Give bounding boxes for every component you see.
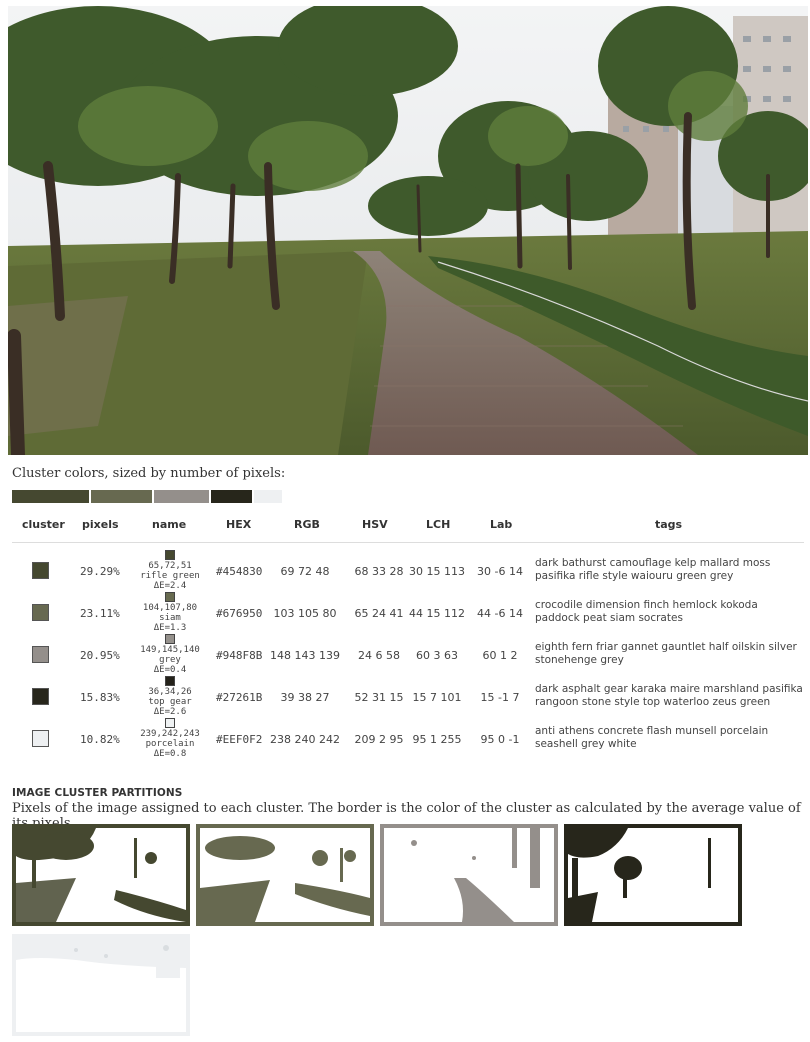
hsv-value: 68 33 28: [354, 565, 404, 578]
table-header: [12, 510, 804, 543]
hex-value: #EEF0F2: [216, 733, 263, 746]
pixels-value: 15.83%: [80, 691, 120, 704]
delta-e: ΔE=0.8: [153, 749, 187, 759]
color-name-block: [130, 634, 210, 675]
lch-value: 30 15 113: [409, 565, 465, 578]
partition-thumbnail: [12, 824, 190, 926]
hsv-value: 209 2 95: [354, 733, 404, 746]
header-hex: HEX: [226, 518, 252, 531]
color-name: rifle green: [140, 571, 200, 581]
palette-title: Cluster colors, sized by number of pixels:: [12, 466, 286, 481]
lch-value: 60 3 63: [416, 649, 458, 662]
rgb-value: 103 105 80: [273, 607, 337, 620]
color-name: porcelain: [145, 739, 195, 749]
name-swatch: [165, 592, 175, 602]
name-swatch: [165, 550, 175, 560]
palette-segment: [12, 490, 89, 503]
color-name: siam: [159, 613, 181, 623]
rgb-value: 238 240 242: [270, 733, 340, 746]
hsv-value: 52 31 15: [354, 691, 404, 704]
hex-value: #948F8B: [216, 649, 263, 662]
table-row: [12, 634, 804, 676]
lab-value: 95 0 -1: [480, 733, 520, 746]
partitions-title: IMAGE CLUSTER PARTITIONS: [12, 787, 183, 799]
name-rgb: 149,145,140: [140, 645, 200, 655]
lch-value: 44 15 112: [409, 607, 465, 620]
name-rgb: 36,34,26: [148, 687, 192, 697]
header-rgb: RGB: [294, 518, 320, 531]
cluster-swatch: [32, 730, 49, 747]
table-row: [12, 676, 804, 718]
partition-thumbnail: [564, 824, 742, 926]
name-swatch: [165, 634, 175, 644]
color-name: top gear: [148, 697, 192, 707]
table-row: [12, 550, 804, 592]
partition-thumbnail: [196, 824, 374, 926]
palette-bar: [12, 490, 282, 503]
pixels-value: 23.11%: [80, 607, 120, 620]
hex-value: #676950: [216, 607, 263, 620]
color-name-block: [130, 550, 210, 591]
table-row: [12, 718, 804, 760]
partition-thumbnail: [380, 824, 558, 926]
header-hsv: HSV: [362, 518, 388, 531]
lab-value: 60 1 2: [482, 649, 518, 662]
header-cluster: cluster: [22, 518, 65, 531]
header-tags: tags: [655, 518, 683, 531]
partitions-description: Pixels of the image assigned to each cluster. The border is the color of the cluster as calculated by the average value of: [12, 801, 801, 816]
rgb-value: 148 143 139: [270, 649, 340, 662]
tags-value: dark asphalt gear karaka maire marshland pasifika rangoon stone style top waterloo zeus green: [535, 683, 803, 708]
lch-value: 95 1 255: [412, 733, 462, 746]
rgb-value: 39 38 27: [280, 691, 330, 704]
name-rgb: 104,107,80: [142, 603, 198, 613]
rgb-value: 69 72 48: [280, 565, 330, 578]
header-lab: Lab: [490, 518, 513, 531]
partition-thumbnail: [12, 934, 190, 1036]
color-name: grey: [159, 655, 181, 665]
cluster-table: [12, 510, 804, 759]
delta-e: ΔE=1.3: [153, 623, 187, 633]
color-name-block: [130, 592, 210, 633]
name-rgb: 65,72,51: [148, 561, 192, 571]
lab-value: 15 -1 7: [480, 691, 520, 704]
lab-value: 30 -6 14: [477, 565, 523, 578]
name-rgb: 239,242,243: [140, 729, 200, 739]
tags-value: eighth fern friar gannet gauntlet half oilskin silver stonehenge grey: [535, 641, 797, 666]
palette-segment: [211, 490, 252, 503]
delta-e: ΔE=0.4: [153, 665, 187, 675]
header-pixels: pixels: [82, 518, 119, 531]
cluster-swatch: [32, 688, 49, 705]
delta-e: ΔE=2.6: [153, 707, 187, 717]
name-swatch: [165, 718, 175, 728]
table-row: [12, 592, 804, 634]
pixels-value: 10.82%: [80, 733, 120, 746]
header-name: name: [152, 518, 187, 531]
palette-segment: [154, 490, 209, 503]
lch-value: 15 7 101: [412, 691, 462, 704]
palette-segment: [254, 490, 282, 503]
name-swatch: [165, 676, 175, 686]
hsv-value: 65 24 41: [354, 607, 404, 620]
cluster-swatch: [32, 646, 49, 663]
pixels-value: 20.95%: [80, 649, 120, 662]
color-name-block: [130, 676, 210, 717]
pixels-value: 29.29%: [80, 565, 120, 578]
header-lch: LCH: [426, 518, 451, 531]
park-photo: [8, 6, 808, 455]
hex-value: #454830: [216, 565, 263, 578]
cluster-swatch: [32, 604, 49, 621]
tags-value: dark bathurst camouflage kelp mallard moss pasifika rifle style waiouru green grey: [535, 557, 771, 582]
hsv-value: 24 6 58: [358, 649, 400, 662]
color-name-block: [130, 718, 210, 759]
hex-value: #27261B: [216, 691, 263, 704]
delta-e: ΔE=2.4: [153, 581, 187, 591]
tags-value: anti athens concrete flash munsell porcelain seashell grey white: [535, 725, 769, 750]
cluster-swatch: [32, 562, 49, 579]
tags-value: crocodile dimension finch hemlock kokoda paddock peat siam socrates: [535, 599, 758, 624]
palette-segment: [91, 490, 152, 503]
lab-value: 44 -6 14: [477, 607, 523, 620]
